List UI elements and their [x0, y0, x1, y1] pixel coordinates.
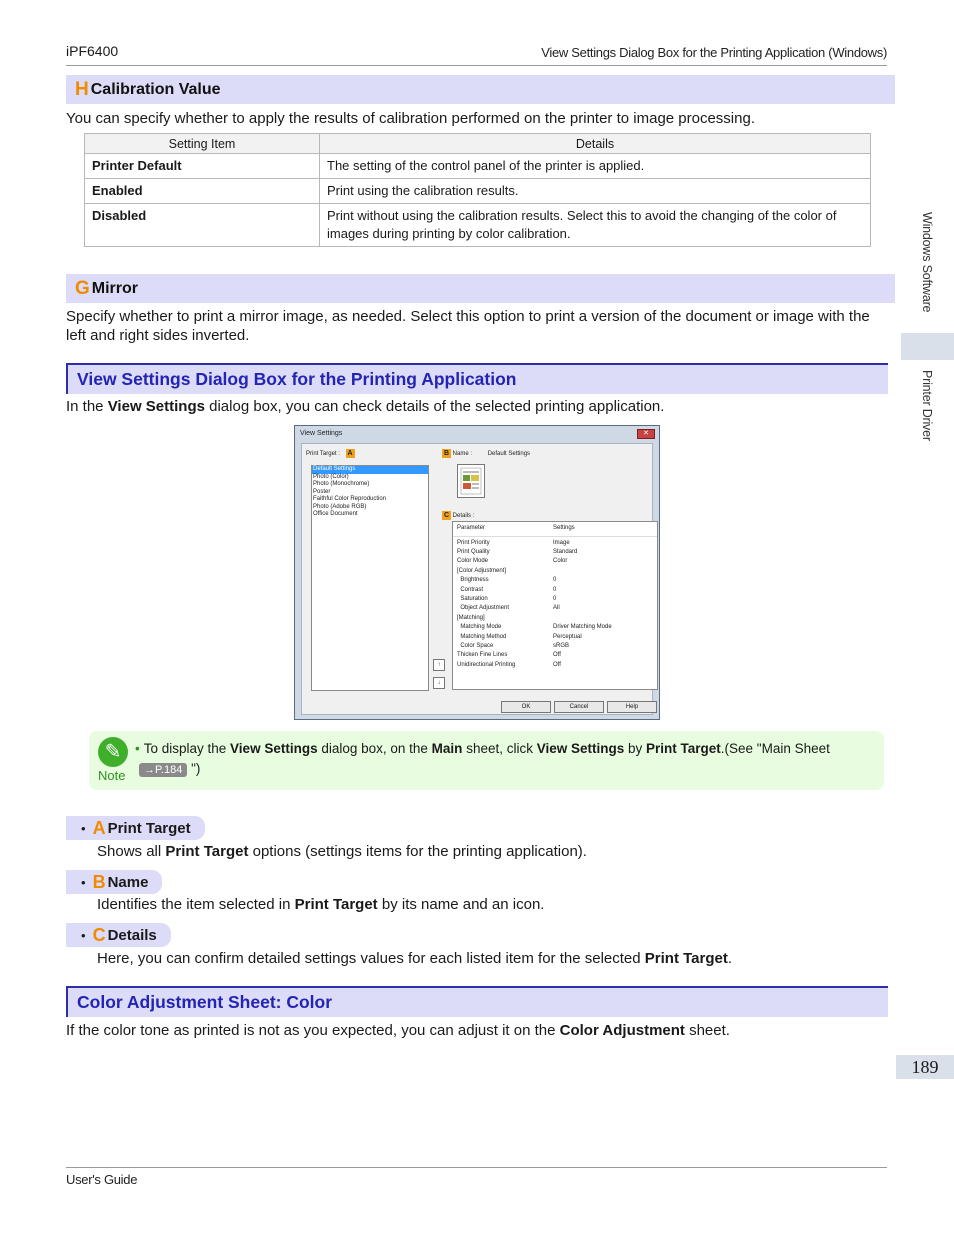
detail-setting: Off: [553, 652, 561, 659]
detail-setting: All: [553, 605, 560, 612]
detail-parameter: Saturation: [457, 595, 488, 602]
detail-parameter: Color Mode: [457, 558, 489, 565]
mirror-letter: G: [75, 277, 90, 299]
table-row: [457, 661, 653, 670]
table-cell-item: Enabled: [85, 179, 320, 204]
list-item[interactable]: Photo (Adobe RGB): [313, 503, 367, 510]
bullet: •: [81, 927, 86, 943]
table-row: [457, 595, 653, 604]
header-rule: [66, 65, 887, 66]
details-rows: [453, 537, 657, 673]
detail-setting: 0: [553, 577, 557, 584]
bullet: •: [81, 874, 86, 890]
table-row: [457, 567, 653, 576]
item-heading-name: [66, 870, 162, 894]
detail-parameter: Color Space: [457, 642, 494, 649]
ok-button[interactable]: OK: [501, 701, 551, 713]
detail-parameter: Matching Method: [457, 633, 507, 640]
side-tab-marker: [901, 333, 954, 360]
page-reference-link[interactable]: →P.184: [139, 763, 187, 777]
item-title: Print Target: [107, 819, 191, 837]
print-target-label-text: Print Target :: [306, 451, 340, 457]
detail-setting: Driver Matching Mode: [553, 624, 612, 631]
note-box: [89, 731, 884, 790]
item-span: by its name and an icon.: [377, 896, 545, 913]
note-label: Note: [98, 768, 126, 783]
intro-bold: View Settings: [107, 398, 205, 415]
detail-setting: Perceptual: [553, 633, 582, 640]
document-icon: [458, 465, 484, 497]
table-cell-details: The setting of the control panel of the printer is applied.: [320, 154, 871, 179]
details-label: Details :: [452, 513, 475, 519]
note-span: dialog box, on the: [317, 741, 432, 756]
sort-ascending-icon[interactable]: ↑: [433, 659, 445, 671]
ca-span: sheet.: [684, 1022, 730, 1039]
note-span: by: [624, 741, 647, 756]
note-text: [135, 739, 855, 779]
view-settings-heading: [66, 363, 888, 394]
tag-a: A: [347, 450, 353, 457]
intro-text: In the: [66, 398, 108, 415]
note-span: .(See "Main Sheet: [720, 741, 830, 756]
mirror-heading: [66, 274, 895, 303]
item-bold: Print Target: [165, 843, 249, 860]
table-row: [457, 633, 653, 642]
table-row: [457, 614, 653, 623]
dialog-close-icon[interactable]: ✕: [637, 429, 655, 439]
item-text-name: [97, 896, 544, 913]
calibration-letter: H: [75, 78, 89, 100]
table-cell-item: Disabled: [85, 204, 320, 247]
note-bold: Print Target: [646, 741, 721, 756]
detail-setting: Off: [553, 661, 561, 668]
name-value: Default Settings: [487, 451, 531, 457]
item-title: Name: [107, 873, 149, 891]
print-target-list[interactable]: [311, 465, 429, 691]
table-row: [457, 604, 653, 613]
details-label-row: [442, 511, 474, 521]
table-cell-details: Print using the calibration results.: [320, 179, 871, 204]
item-span: .: [727, 950, 733, 967]
footer-rule: [66, 1167, 887, 1168]
item-span: options (settings items for the printing application).: [248, 843, 587, 860]
table-header-item: Setting Item: [85, 134, 320, 154]
item-letter: B: [92, 871, 106, 892]
color-adjustment-title: Color Adjustment Sheet: Color: [77, 992, 333, 1012]
ca-span: If the color tone as printed is not as you expected, you can adjust it on the: [66, 1022, 560, 1039]
item-letter: A: [92, 817, 106, 838]
list-item[interactable]: Photo (Color): [313, 473, 349, 480]
table-row: [457, 623, 653, 632]
sort-descending-icon[interactable]: ↓: [433, 677, 445, 689]
ca-bold: Color Adjustment: [559, 1022, 685, 1039]
table-cell-item: Printer Default: [85, 154, 320, 179]
details-list[interactable]: [452, 521, 658, 690]
detail-parameter: Print Quality: [457, 548, 490, 555]
pencil-check-icon: ✎: [98, 737, 128, 767]
item-heading-print-target: [66, 816, 205, 840]
item-bold: Print Target: [644, 950, 728, 967]
table-cell-details: Print without using the calibration results. Select this to avoid the changing of the color of images during printing by color calibration.: [320, 204, 871, 247]
detail-parameter: [Color Adjustment]: [457, 567, 507, 574]
printing-application-icon: [457, 464, 485, 498]
calibration-intro: You can specify whether to apply the results of calibration performed on the printer to image processing.: [66, 110, 755, 127]
note-bold: View Settings: [536, 741, 625, 756]
mirror-text: Specify whether to print a mirror image, as needed. Select this option to print a version of the document or image with the left and right sides inverted.: [66, 308, 870, 344]
view-settings-dialog: [294, 425, 660, 720]
table-row: [457, 651, 653, 660]
detail-parameter: Brightness: [457, 577, 489, 584]
tag-b: B: [443, 450, 450, 457]
note-bold: View Settings: [230, 741, 318, 756]
header-model: iPF6400: [66, 43, 119, 59]
intro-text: dialog box, you can check details of the selected printing application.: [204, 398, 665, 415]
dialog-body: [301, 443, 653, 715]
dialog-title: View Settings: [300, 430, 343, 437]
note-span: sheet, click: [462, 741, 537, 756]
detail-parameter: Thicken Fine Lines: [457, 652, 508, 659]
calibration-table: [84, 133, 871, 247]
item-span: Identifies the item selected in: [97, 896, 295, 913]
page-number: 189: [896, 1055, 954, 1079]
color-adjustment-text: [66, 1021, 886, 1040]
header-chapter: View Settings Dialog Box for the Printing Application (Windows): [541, 45, 887, 60]
print-target-label: [306, 449, 355, 459]
detail-setting: Color: [553, 558, 568, 565]
side-tab-printer-driver[interactable]: Printer Driver: [920, 370, 934, 441]
name-label: Name :: [452, 451, 473, 457]
table-header-details: Details: [320, 134, 871, 154]
item-text-print-target: [97, 843, 587, 860]
item-text-details: [97, 950, 732, 967]
item-bold: Print Target: [294, 896, 378, 913]
mirror-title: Mirror: [91, 279, 139, 297]
name-row: [442, 449, 530, 459]
list-item[interactable]: Office Document: [313, 511, 358, 517]
detail-setting: sRGB: [553, 642, 570, 649]
item-span: Shows all: [97, 843, 166, 860]
detail-parameter: Matching Mode: [457, 624, 502, 631]
item-heading-details: [66, 923, 171, 947]
detail-parameter: Unidirectional Printing: [457, 661, 516, 668]
table-row: [457, 539, 653, 548]
detail-parameter: [Matching]: [457, 614, 485, 621]
detail-setting: 0: [553, 586, 557, 593]
footer-title: User's Guide: [66, 1172, 138, 1187]
bullet: •: [81, 820, 86, 836]
item-title: Details: [107, 926, 157, 944]
item-letter: C: [92, 924, 106, 945]
table-row: [85, 154, 871, 179]
detail-parameter: Print Priority: [457, 539, 490, 546]
table-row: [457, 548, 653, 557]
details-header-row: [453, 522, 657, 537]
list-item[interactable]: Faithful Color Reproduction: [313, 496, 387, 502]
list-item[interactable]: Default Settings: [312, 466, 428, 474]
list-item[interactable]: Poster: [313, 488, 331, 495]
list-item[interactable]: Photo (Monochrome): [313, 481, 370, 487]
item-span: Here, you can confirm detailed settings values for each listed item for the selected: [97, 950, 645, 967]
cancel-button[interactable]: Cancel: [554, 701, 604, 713]
detail-setting: 0: [553, 595, 557, 602]
table-row: [457, 576, 653, 585]
detail-parameter: Object Adjustment: [457, 605, 510, 612]
calibration-heading: [66, 75, 895, 104]
detail-parameter: Contrast: [457, 586, 484, 593]
help-button[interactable]: Help: [607, 701, 657, 713]
note-span: To display the: [143, 741, 231, 756]
note-span: "): [187, 761, 201, 776]
table-row: [457, 557, 653, 566]
calibration-title: Calibration Value: [90, 80, 221, 98]
table-row: [85, 204, 871, 247]
note-bold: Main: [431, 741, 463, 756]
detail-setting: Image: [553, 539, 570, 546]
details-col-settings: Settings: [553, 525, 575, 531]
side-tab-windows-software[interactable]: Windows Software: [920, 212, 934, 313]
view-settings-intro: [66, 397, 886, 416]
table-header-row: [85, 134, 871, 154]
details-col-parameter: Parameter: [457, 525, 486, 531]
table-row: [457, 642, 653, 651]
color-adjustment-heading: [66, 986, 888, 1017]
view-settings-title: View Settings Dialog Box for the Printing Application: [77, 369, 517, 389]
tag-c: C: [443, 512, 450, 519]
detail-setting: Standard: [553, 548, 578, 555]
table-row: [85, 179, 871, 204]
note-bullet: •: [135, 741, 140, 756]
table-row: [457, 586, 653, 595]
